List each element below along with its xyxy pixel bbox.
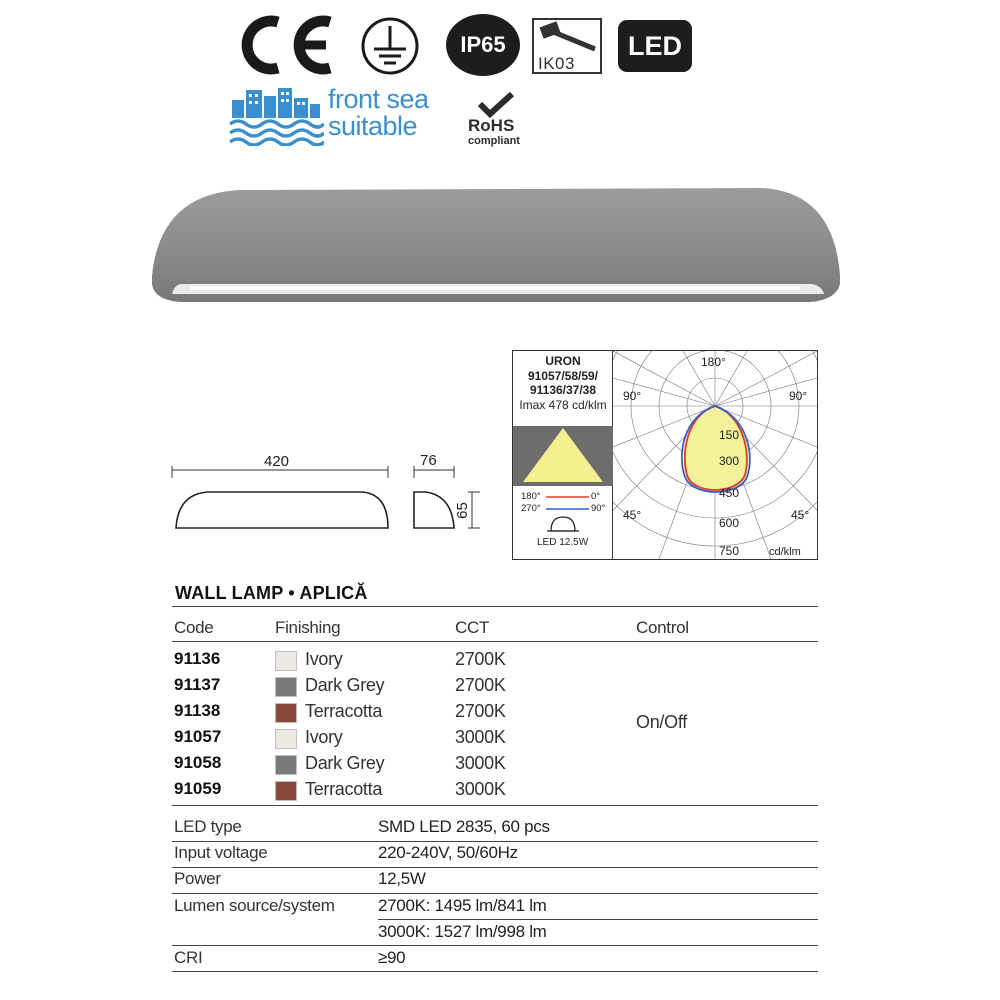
table-divider xyxy=(172,867,818,868)
photometric-codes-2: 91136/37/38 xyxy=(529,383,597,397)
spec-label: Input voltage xyxy=(174,843,268,862)
finish-swatch xyxy=(275,755,297,775)
rohs-badge xyxy=(462,92,542,152)
spec-row-led-type xyxy=(0,817,1000,843)
table-title: WALL LAMP • APLICĂ xyxy=(175,583,368,603)
header-cct: CCT xyxy=(455,618,490,637)
spec-label: Lumen source/system xyxy=(174,896,335,915)
row-cct: 3000K xyxy=(455,727,506,747)
table-row xyxy=(0,779,1000,805)
angle-top-label: 180° xyxy=(701,355,726,369)
spec-value: 12,5W xyxy=(378,869,426,888)
row-code: 91137 xyxy=(174,675,221,694)
lamp-dome-icon xyxy=(543,515,583,533)
table-divider xyxy=(172,971,818,972)
table-row xyxy=(0,701,1000,727)
rohs-title: RoHS xyxy=(468,116,515,135)
row-finish: Terracotta xyxy=(305,701,383,721)
length-dimension: 420 xyxy=(264,453,290,470)
legend-c90-left: 270° xyxy=(521,503,541,514)
spec-row-voltage xyxy=(0,843,1000,869)
table-divider xyxy=(172,641,818,642)
ring-label-150: 150 xyxy=(719,428,740,442)
row-finish: Ivory xyxy=(305,727,343,747)
checkmark-icon xyxy=(476,92,526,118)
spec-value: SMD LED 2835, 60 pcs xyxy=(378,817,550,836)
ce-mark-icon xyxy=(232,14,340,76)
row-finish: Dark Grey xyxy=(305,675,385,695)
hammer-icon xyxy=(535,21,601,55)
row-code: 91136 xyxy=(174,649,221,668)
finish-swatch xyxy=(275,729,297,749)
spec-label: LED type xyxy=(174,817,242,836)
table-row xyxy=(0,753,1000,779)
ring-label-450: 450 xyxy=(719,486,740,500)
row-code: 91058 xyxy=(174,753,222,772)
impact-rating-badge xyxy=(532,18,602,74)
ring-label-600: 600 xyxy=(719,516,740,530)
header-control: Control xyxy=(636,618,689,637)
lamp-type xyxy=(513,527,613,559)
earth-ground-icon xyxy=(358,16,422,76)
front-view-outline xyxy=(168,450,498,550)
header-finishing: Finishing xyxy=(275,618,341,637)
front-sea-icon xyxy=(228,86,324,146)
angle-bottom-left-label: 45° xyxy=(623,508,642,522)
table-divider xyxy=(378,919,818,920)
spec-row-power xyxy=(0,869,1000,895)
table-row xyxy=(0,675,1000,701)
front-sea-line1: front sea xyxy=(328,84,429,114)
table-row xyxy=(0,727,1000,753)
header-code: Code xyxy=(174,618,214,637)
spec-value: ≥90 xyxy=(378,948,406,967)
angle-right-label: 90° xyxy=(789,389,808,403)
row-finish: Ivory xyxy=(305,649,343,669)
row-code: 91059 xyxy=(174,779,222,798)
legend-c0-right: 0° xyxy=(591,491,601,502)
finish-swatch xyxy=(275,703,297,723)
row-cct: 2700K xyxy=(455,675,506,695)
lamp-label: LED 12.5W xyxy=(537,537,589,548)
ring-label-300: 300 xyxy=(719,454,740,468)
row-cct: 3000K xyxy=(455,779,506,799)
row-finish: Terracotta xyxy=(305,779,383,799)
ip-rating-text: IP65 xyxy=(460,32,506,57)
control-value: On/Off xyxy=(636,712,687,732)
table-divider xyxy=(172,893,818,894)
photometric-info xyxy=(513,351,613,559)
light-beam-icon xyxy=(513,426,613,486)
finish-swatch xyxy=(275,651,297,671)
table-row xyxy=(0,649,1000,675)
finish-swatch xyxy=(275,781,297,801)
table-divider xyxy=(172,606,818,607)
row-code: 91057 xyxy=(174,727,222,746)
photometric-codes-1: 91057/58/59/ xyxy=(527,368,599,383)
legend-c0-left: 180° xyxy=(521,491,541,502)
table-divider xyxy=(172,945,818,946)
finish-swatch xyxy=(275,677,297,697)
impact-rating-text: IK03 xyxy=(538,54,575,73)
polar-unit-label: cd/klm xyxy=(769,546,801,558)
beam-illustration xyxy=(513,426,613,486)
row-finish: Dark Grey xyxy=(305,753,385,773)
table-divider xyxy=(172,805,818,806)
photometric-imax: Imax 478 cd/klm xyxy=(519,397,607,412)
angle-bottom-right-label: 45° xyxy=(791,508,810,522)
row-code: 91138 xyxy=(174,701,221,720)
row-cct: 2700K xyxy=(455,701,506,721)
polar-intensity-diagram xyxy=(613,351,817,559)
height-dimension: 65 xyxy=(453,502,471,519)
depth-dimension: 76 xyxy=(420,452,437,469)
spec-value: 3000K: 1527 lm/998 lm xyxy=(378,922,547,941)
row-cct: 2700K xyxy=(455,649,506,669)
spec-value: 2700K: 1495 lm/841 lm xyxy=(378,896,547,915)
led-badge-text: LED xyxy=(628,30,682,61)
table-divider xyxy=(172,841,818,842)
spec-value: 220-240V, 50/60Hz xyxy=(378,843,518,862)
front-sea-label xyxy=(328,86,429,140)
rohs-subtitle: compliant xyxy=(468,135,520,147)
led-badge xyxy=(618,20,692,72)
row-cct: 3000K xyxy=(455,753,506,773)
front-sea-line2: suitable xyxy=(328,111,418,141)
photometric-panel xyxy=(512,350,818,560)
ip-rating-badge xyxy=(446,14,520,76)
legend-c90-right: 90° xyxy=(591,503,606,514)
photometric-model: URON xyxy=(545,354,581,368)
dimensions-drawing xyxy=(168,450,498,550)
spec-label: CRI xyxy=(174,948,203,967)
wall-lamp-product-image xyxy=(150,184,840,306)
angle-left-label: 90° xyxy=(623,389,642,403)
ring-label-750: 750 xyxy=(719,544,740,558)
spec-label: Power xyxy=(174,869,221,888)
